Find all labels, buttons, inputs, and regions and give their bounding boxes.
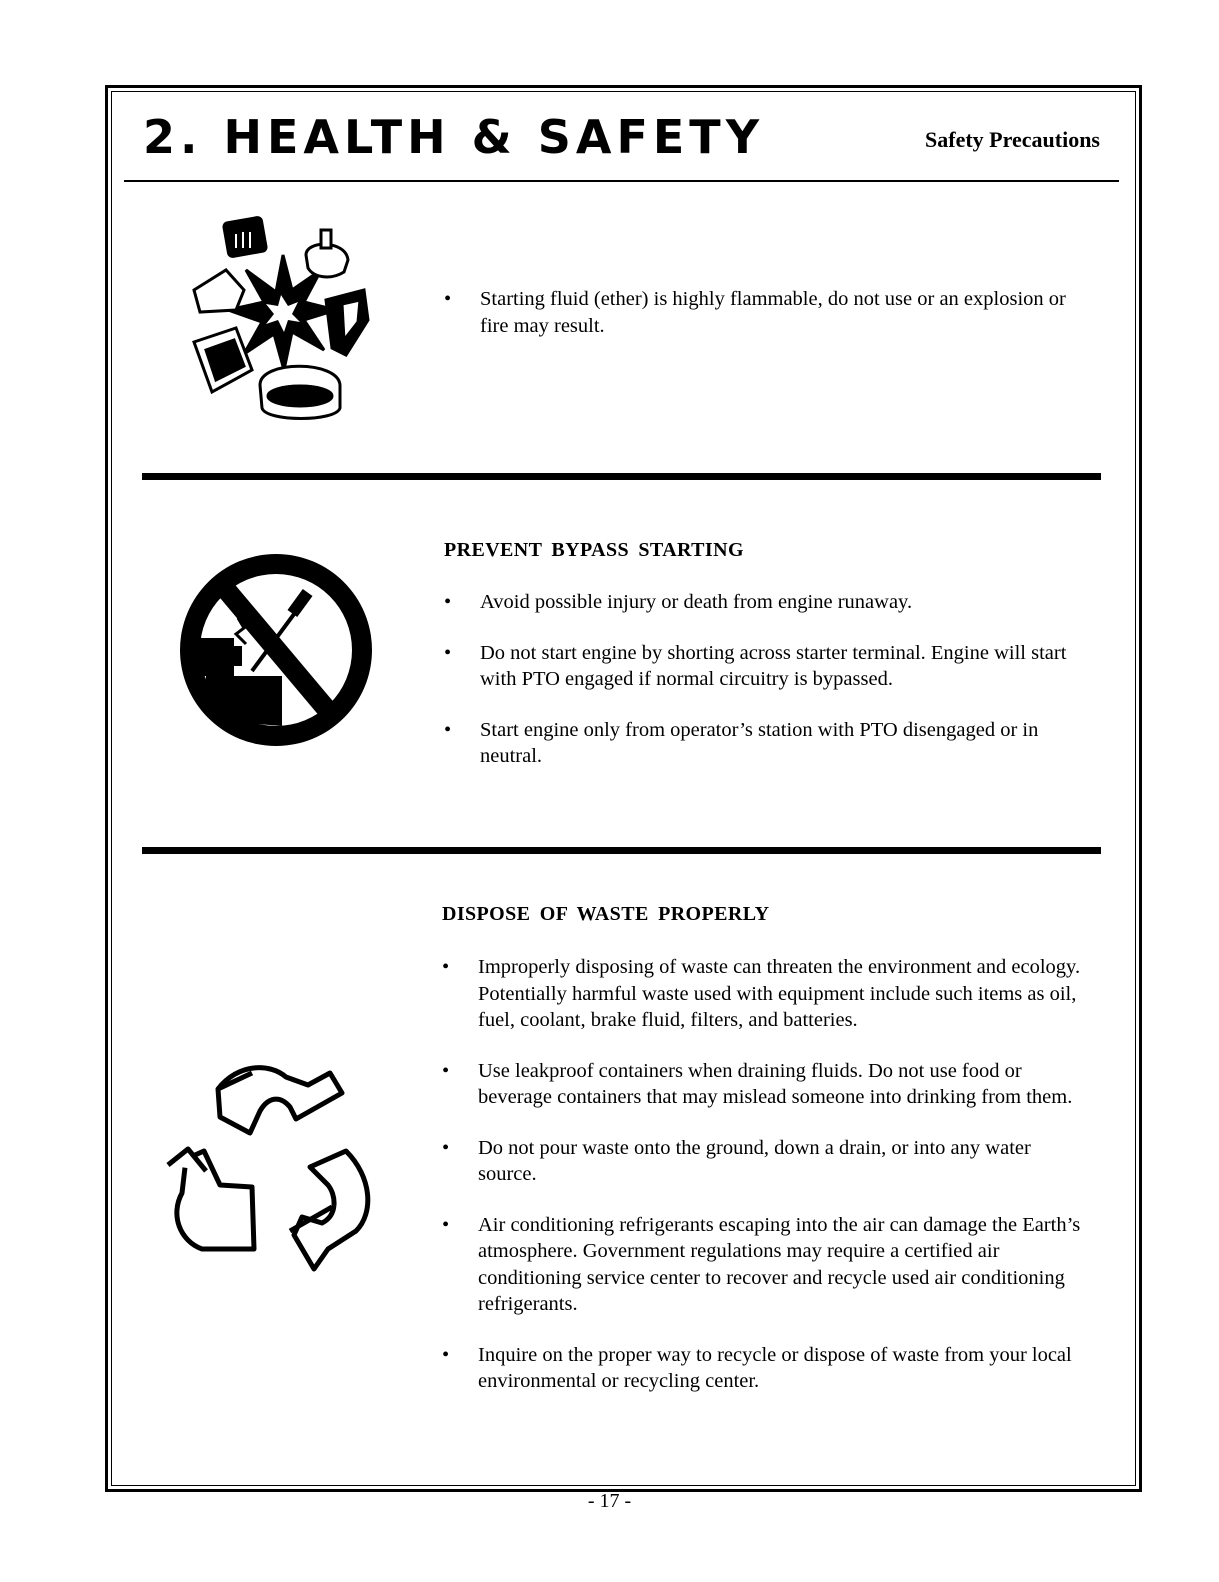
list-item [444,717,1084,770]
list-item-text: Inquire on the proper way to recycle or dispose of waste from your local environmental or recycling center. [478,1343,1072,1392]
starting-fluid-explosion-icon [186,210,386,425]
bullet-icon: • [442,1059,450,1082]
bypass-warning-list [444,589,1084,794]
list-item [444,286,1084,339]
list-item-text: Use leakproof containers when draining fluids. Do not use food or beverage containers that may mislead someone into drinking from them. [478,1059,1073,1108]
list-item [442,954,1092,1034]
list-item [442,1212,1092,1318]
bullet-icon: • [442,1213,450,1236]
bullet-icon: • [444,288,452,310]
list-item [444,640,1084,693]
dispose-waste-heading: DISPOSE OF WASTE PROPERLY [442,903,770,925]
section-subtitle: Safety Precautions [925,127,1100,152]
list-item [442,1135,1092,1188]
page-title: 2. HEALTH & SAFETY [143,110,764,164]
prevent-bypass-heading: PREVENT BYPASS STARTING [444,539,744,561]
list-item-text: Avoid possible injury or death from engine runaway. [480,591,913,613]
section-divider [142,473,1101,480]
bullet-icon: • [444,718,452,741]
list-item-text: Start engine only from operator’s station with PTO disengaged or in neutral. [480,718,1039,767]
bullet-icon: • [444,591,452,613]
bullet-icon: • [442,1343,450,1366]
no-bypass-starting-icon [172,546,380,754]
recycle-icon [160,1055,385,1280]
bullet-icon: • [442,956,450,978]
section-divider [142,847,1101,854]
list-item [442,1058,1092,1111]
list-item [444,589,1084,616]
fluid-warning-list [444,286,1084,363]
bullet-icon: • [442,1136,450,1159]
header-divider [124,180,1119,182]
list-item [442,1342,1092,1395]
list-item-text: Air conditioning refrigerants escaping into the air can damage the Earth’s atmosphere. Government regulations may require a certified air conditioning service center to recover and recycle used air conditioning refrigerants. [478,1213,1081,1315]
bullet-icon: • [444,641,452,664]
list-item-text: Do not pour waste onto the ground, down a drain, or into any water source. [478,1136,1031,1185]
list-item-text: Do not start engine by shorting across starter terminal. Engine will start with PTO engaged if normal circuitry is bypassed. [480,641,1067,690]
waste-disposal-list [442,954,1092,1419]
list-item-text: Improperly disposing of waste can threaten the environment and ecology. Potentially harmful waste used with equipment include such items as oil, fuel, coolant, brake fluid, filters, and batteries. [478,956,1081,1031]
list-item-text: Starting fluid (ether) is highly flammable, do not use or an explosion or fire may result. [480,288,1066,337]
page-number: - 17 - [587,1490,632,1512]
